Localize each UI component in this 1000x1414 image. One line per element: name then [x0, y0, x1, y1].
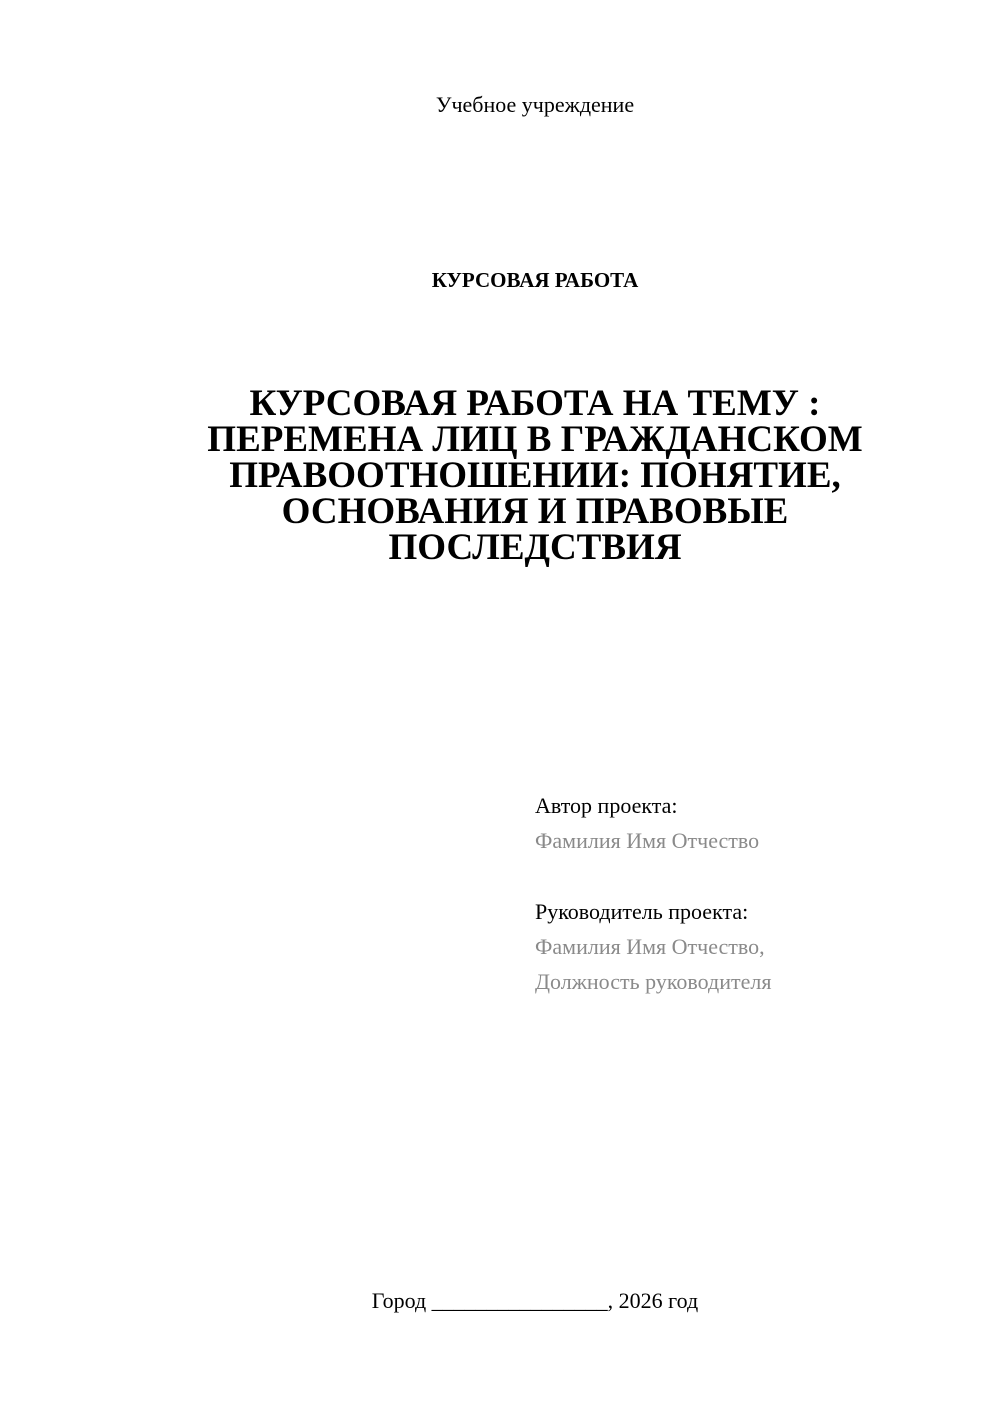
title-line: ПЕРЕМЕНА ЛИЦ В ГРАЖДАНСКОМ — [207, 419, 863, 460]
supervisor-label: Руководитель проекта: — [535, 899, 749, 924]
institution-name: Учебное учреждение — [435, 92, 635, 117]
document-type-heading: КУРСОВАЯ РАБОТА — [431, 268, 639, 292]
title-line: КУРСОВАЯ РАБОТА НА ТЕМУ : — [249, 383, 821, 424]
author-name-placeholder: Фамилия Имя Отчество — [535, 828, 760, 853]
title-line: ПОСЛЕДСТВИЯ — [388, 527, 682, 568]
title-line: ОСНОВАНИЯ И ПРАВОВЫЕ — [281, 491, 789, 532]
title-line: ПРАВООТНОШЕНИИ: ПОНЯТИЕ, — [229, 455, 841, 496]
city-label: Город — [371, 1288, 427, 1313]
supervisor-name-placeholder: Фамилия Имя Отчество, — [535, 934, 765, 959]
city-blank: ________________ — [431, 1288, 608, 1313]
city-year-line — [0, 1288, 1000, 1314]
year-text: , 2026 год — [607, 1288, 699, 1313]
author-label: Автор проекта: — [535, 793, 678, 818]
document-title — [180, 383, 890, 568]
spacer — [535, 858, 955, 894]
authors-block — [535, 788, 955, 999]
supervisor-position-placeholder: Должность руководителя — [535, 969, 772, 994]
